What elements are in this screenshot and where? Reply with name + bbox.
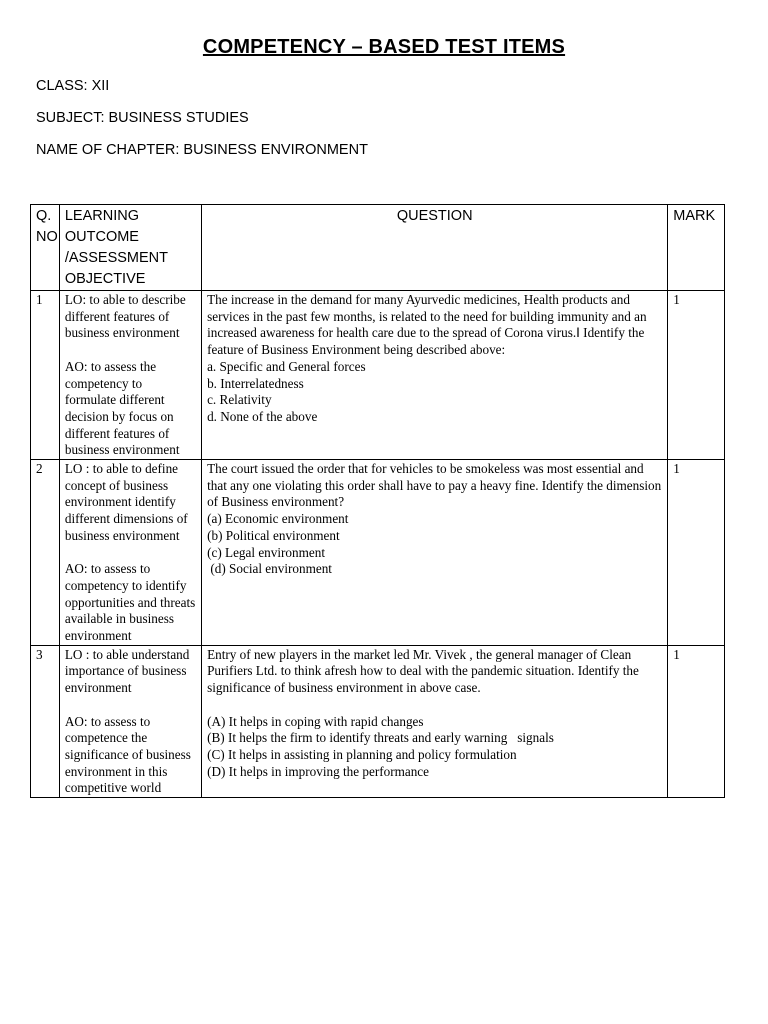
option: (A) It helps in coping with rapid changes [207,713,424,729]
row-outcome [59,645,201,797]
option: d. None of the above [207,408,318,424]
option: (c) Legal environment [207,544,325,560]
table-row [31,460,725,646]
row-number: 2 [31,460,60,646]
header-row [31,205,725,291]
row-number: 3 [31,645,60,797]
question-text: The increase in the demand for many Ayurvedic medicines, Health products and services in the past few months, is related to the need for building immunity and an increased awareness for health care due to the spread of Corona virus.‖ Identify the feature of Business Environment being described above: [207,292,647,358]
row-mark: 1 [668,645,725,797]
option: a. Specific and General forces [207,358,366,374]
question-text: Entry of new players in the market led Mr. Vivek , the general manager of Clean Purifiers Ltd. to think afresh how to deal with the pandemic situation. Identify the significance of business environment in above case. [207,646,639,696]
header-question: QUESTION [202,205,668,291]
assessment-objective: AO: to assess to competence the significance of business environment in this competitive world [64,713,191,796]
test-items-table [30,204,725,798]
header-lo-line3: /ASSESSMENT [64,250,168,266]
header-qno [31,205,60,291]
option: (D) It helps in improving the performance [207,763,429,779]
option: (b) Political environment [207,527,340,543]
assessment-objective: AO: to assess the competency to formulate different decision by focus on different features of business environment [64,358,180,458]
header-mark: MARK [668,205,725,291]
header-lo-line4: OBJECTIVE [64,271,146,287]
document-title: COMPETENCY – BASED TEST ITEMS [202,36,566,58]
table-row [31,291,725,460]
row-outcome [59,291,201,460]
option: c. Relativity [207,392,272,408]
learning-outcome: LO : to able understand importance of business environment [64,646,190,696]
row-mark: 1 [668,460,725,646]
header-lo-line1: LEARNING [64,208,139,224]
header-lo-line2: OUTCOME [64,229,139,245]
row-mark: 1 [668,291,725,460]
row-question [202,291,668,460]
learning-outcome: LO: to able to describe different features of business environment [64,292,186,341]
option: (d) Social environment [207,561,332,577]
assessment-objective: AO: to assess to competency to identify opportunities and threats available in business environment [64,561,196,644]
learning-outcome: LO : to able to define concept of business environment identify different dimensions of business environment [64,461,188,543]
row-number: 1 [31,291,60,460]
subject-line: SUBJECT: BUSINESS STUDIES [36,110,249,126]
header-qno-line2: NO [36,229,58,245]
header-learning-outcome [59,205,201,291]
option: (C) It helps in assisting in planning and policy formulation [207,746,517,762]
row-question [202,460,668,646]
row-question [202,645,668,797]
class-line: CLASS: XII [36,78,110,94]
option: (B) It helps the firm to identify threats and early warning signals [207,730,554,746]
option: (a) Economic environment [207,511,349,527]
table-row [31,645,725,797]
chapter-line: NAME OF CHAPTER: BUSINESS ENVIRONMENT [36,142,368,158]
option: b. Interrelatedness [207,375,304,391]
row-outcome [59,460,201,646]
header-qno-line1: Q. [36,208,52,224]
question-text: The court issued the order that for vehicles to be smokeless was most essential and that any one violating this order shall have to pay a heavy fine. Identify the dimension of Business environment? [207,461,662,510]
